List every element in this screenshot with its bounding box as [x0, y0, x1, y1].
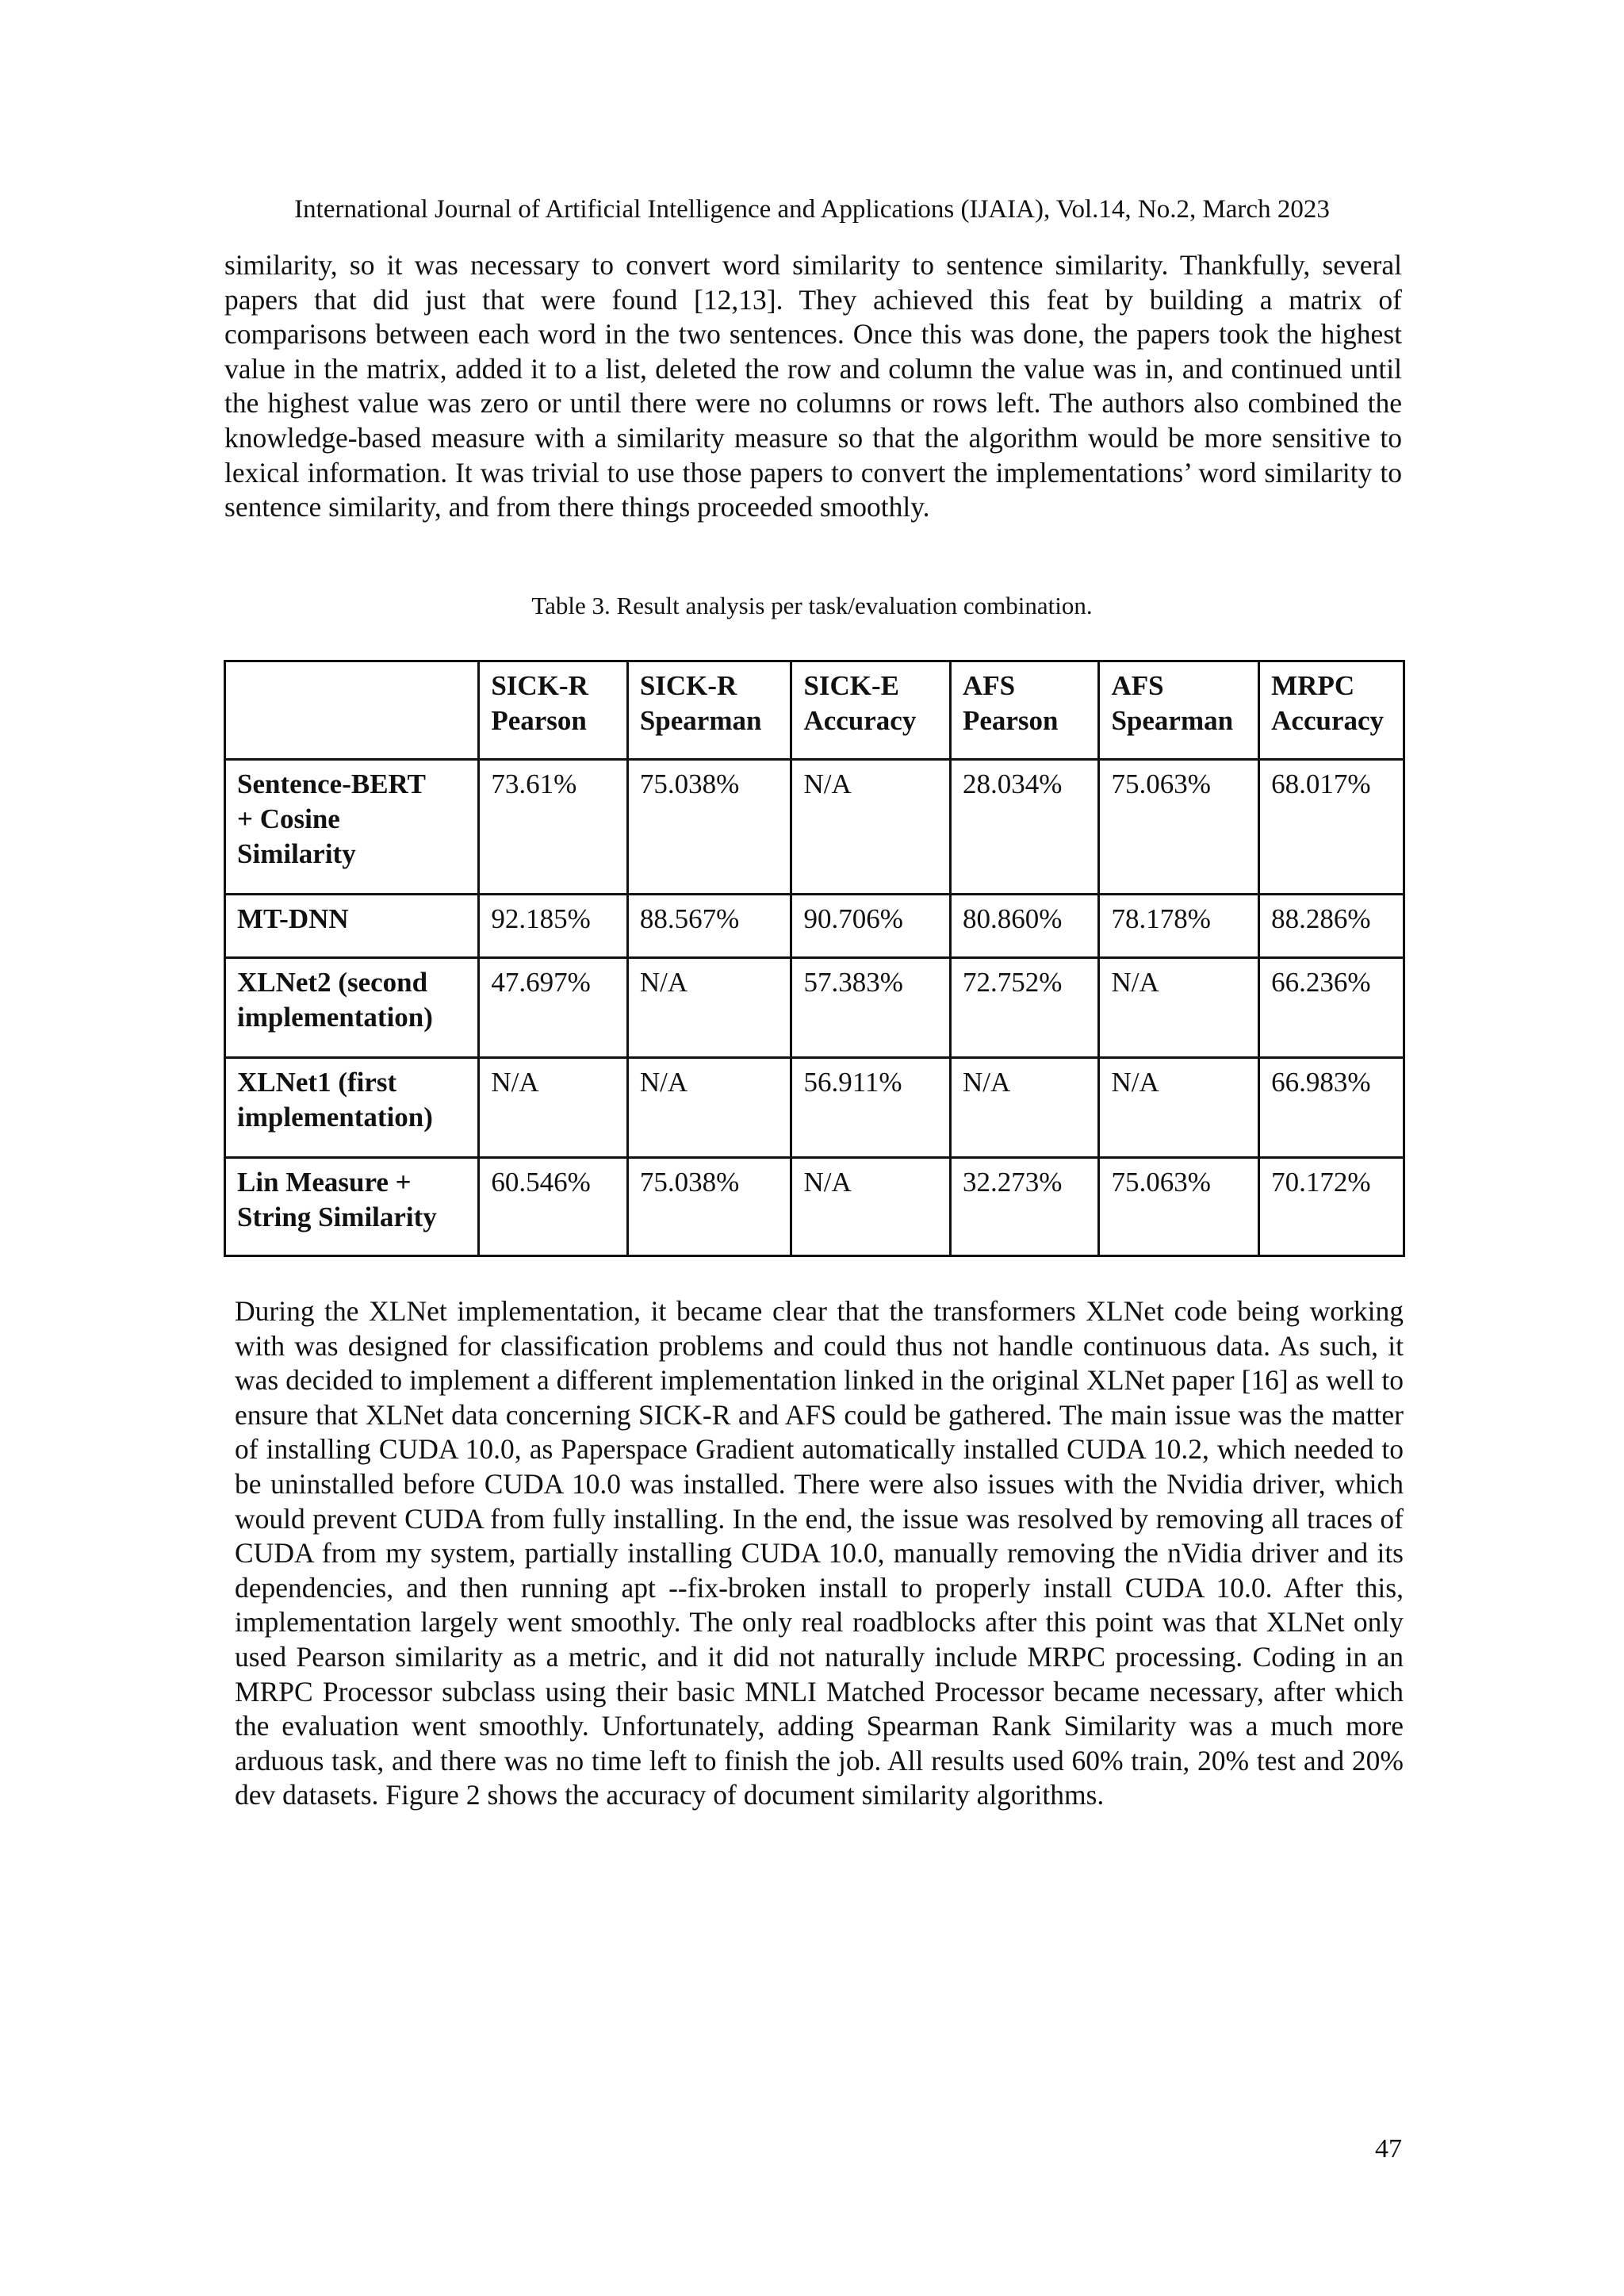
column-header: MRPC Accuracy — [1259, 661, 1404, 760]
results-table — [224, 660, 1405, 1257]
table-cell: 75.038% — [627, 760, 791, 895]
table-caption: Table 3. Result analysis per task/evaluation combination. — [531, 592, 1093, 619]
table-cell: 88.567% — [627, 895, 791, 958]
row-label: Lin Measure + String Similarity — [225, 1158, 479, 1256]
table-row — [225, 1058, 1404, 1158]
row-label: XLNet2 (second implementation) — [225, 958, 479, 1058]
table-cell: N/A — [627, 1058, 791, 1158]
body-paragraph-1: similarity, so it was necessary to convert word similarity to sentence similarity. Thankfully, several papers that did just that were found [12,13]. They achieved this feat by building a matrix of comparisons between each word in the two sentences. Once this was done, the papers took the highest value in the matrix, added it to a list, deleted the row and column the value was in, and continued until the highest value was zero or until there were no columns or rows left. The authors also combined the knowledge-based measure with a similarity measure so that the algorithm would be more sensitive to lexical information. It was trivial to use those papers to convert the implementations’ word similarity to sentence similarity, and from there things proceeded smoothly. — [224, 249, 1402, 523]
table-cell: 75.038% — [627, 1158, 791, 1256]
table-cell: 73.61% — [479, 760, 627, 895]
body-paragraph-2: During the XLNet implementation, it became clear that the transformers XLNet code being working with was designed for classification problems and could thus not handle continuous data. As such, it was decided to implement a different implementation linked in the original XLNet paper [16] as well to ensure that XLNet data concerning SICK-R and AFS could be gathered. The main issue was the matter of installing CUDA 10.0, as Paperspace Gradient automatically installed CUDA 10.2, which needed to be uninstalled before CUDA 10.0 was installed. There were also issues with the Nvidia driver, which would prevent CUDA from fully installing. In the end, the issue was resolved by removing all traces of CUDA from my system, partially installing CUDA 10.0, manually removing the nVidia driver and its dependencies, and then running apt --fix-broken install to properly install CUDA 10.0. After this, implementation largely went smoothly. The only real roadblocks after this point was that XLNet only used Pearson similarity as a metric, and it did not naturally include MRPC processing. Coding in an MRPC Processor subclass using their basic MNLI Matched Processor became necessary, after which the evaluation went smoothly. Unfortunately, adding Spearman Rank Similarity was a much more arduous task, and there was no time left to finish the job. All results used 60% train, 20% test and 20% dev datasets. Figure 2 shows the accuracy of document similarity algorithms. — [235, 1295, 1404, 1811]
page-number: 47 — [1375, 2134, 1402, 2164]
table-cell: 56.911% — [791, 1058, 951, 1158]
table-cell: 90.706% — [791, 895, 951, 958]
table-cell: N/A — [791, 1158, 951, 1256]
table-header-row — [225, 661, 1404, 760]
table-cell: 60.546% — [479, 1158, 627, 1256]
table-row — [225, 760, 1404, 895]
table-cell: 70.172% — [1259, 1158, 1404, 1256]
running-header: International Journal of Artificial Intelligence and Applications (IJAIA), Vol.14, No.2, March 2023 — [294, 195, 1330, 224]
table-cell: 80.860% — [950, 895, 1098, 958]
table-cell: N/A — [1099, 1058, 1259, 1158]
table-row — [225, 1158, 1404, 1256]
column-header: AFS Pearson — [950, 661, 1098, 760]
table-cell: N/A — [627, 958, 791, 1058]
table-cell: 75.063% — [1099, 1158, 1259, 1256]
table-cell: N/A — [479, 1058, 627, 1158]
table-corner-cell — [225, 661, 479, 760]
row-label: XLNet1 (first implementation) — [225, 1058, 479, 1158]
table-cell: 28.034% — [950, 760, 1098, 895]
table-row — [225, 895, 1404, 958]
table-row — [225, 958, 1404, 1058]
table-cell: 75.063% — [1099, 760, 1259, 895]
table-cell: 66.236% — [1259, 958, 1404, 1058]
table-cell: N/A — [950, 1058, 1098, 1158]
table-cell: 32.273% — [950, 1158, 1098, 1256]
table-cell: 88.286% — [1259, 895, 1404, 958]
table-cell: N/A — [1099, 958, 1259, 1058]
table-cell: 72.752% — [950, 958, 1098, 1058]
column-header: AFS Spearman — [1099, 661, 1259, 760]
column-header: SICK-E Accuracy — [791, 661, 951, 760]
table-cell: N/A — [791, 760, 951, 895]
table-cell: 47.697% — [479, 958, 627, 1058]
table-cell: 57.383% — [791, 958, 951, 1058]
table-cell: 78.178% — [1099, 895, 1259, 958]
row-label: Sentence-BERT + Cosine Similarity — [225, 760, 479, 895]
table-cell: 66.983% — [1259, 1058, 1404, 1158]
column-header: SICK-R Pearson — [479, 661, 627, 760]
row-label: MT-DNN — [225, 895, 479, 958]
table-cell: 68.017% — [1259, 760, 1404, 895]
table-cell: 92.185% — [479, 895, 627, 958]
column-header: SICK-R Spearman — [627, 661, 791, 760]
